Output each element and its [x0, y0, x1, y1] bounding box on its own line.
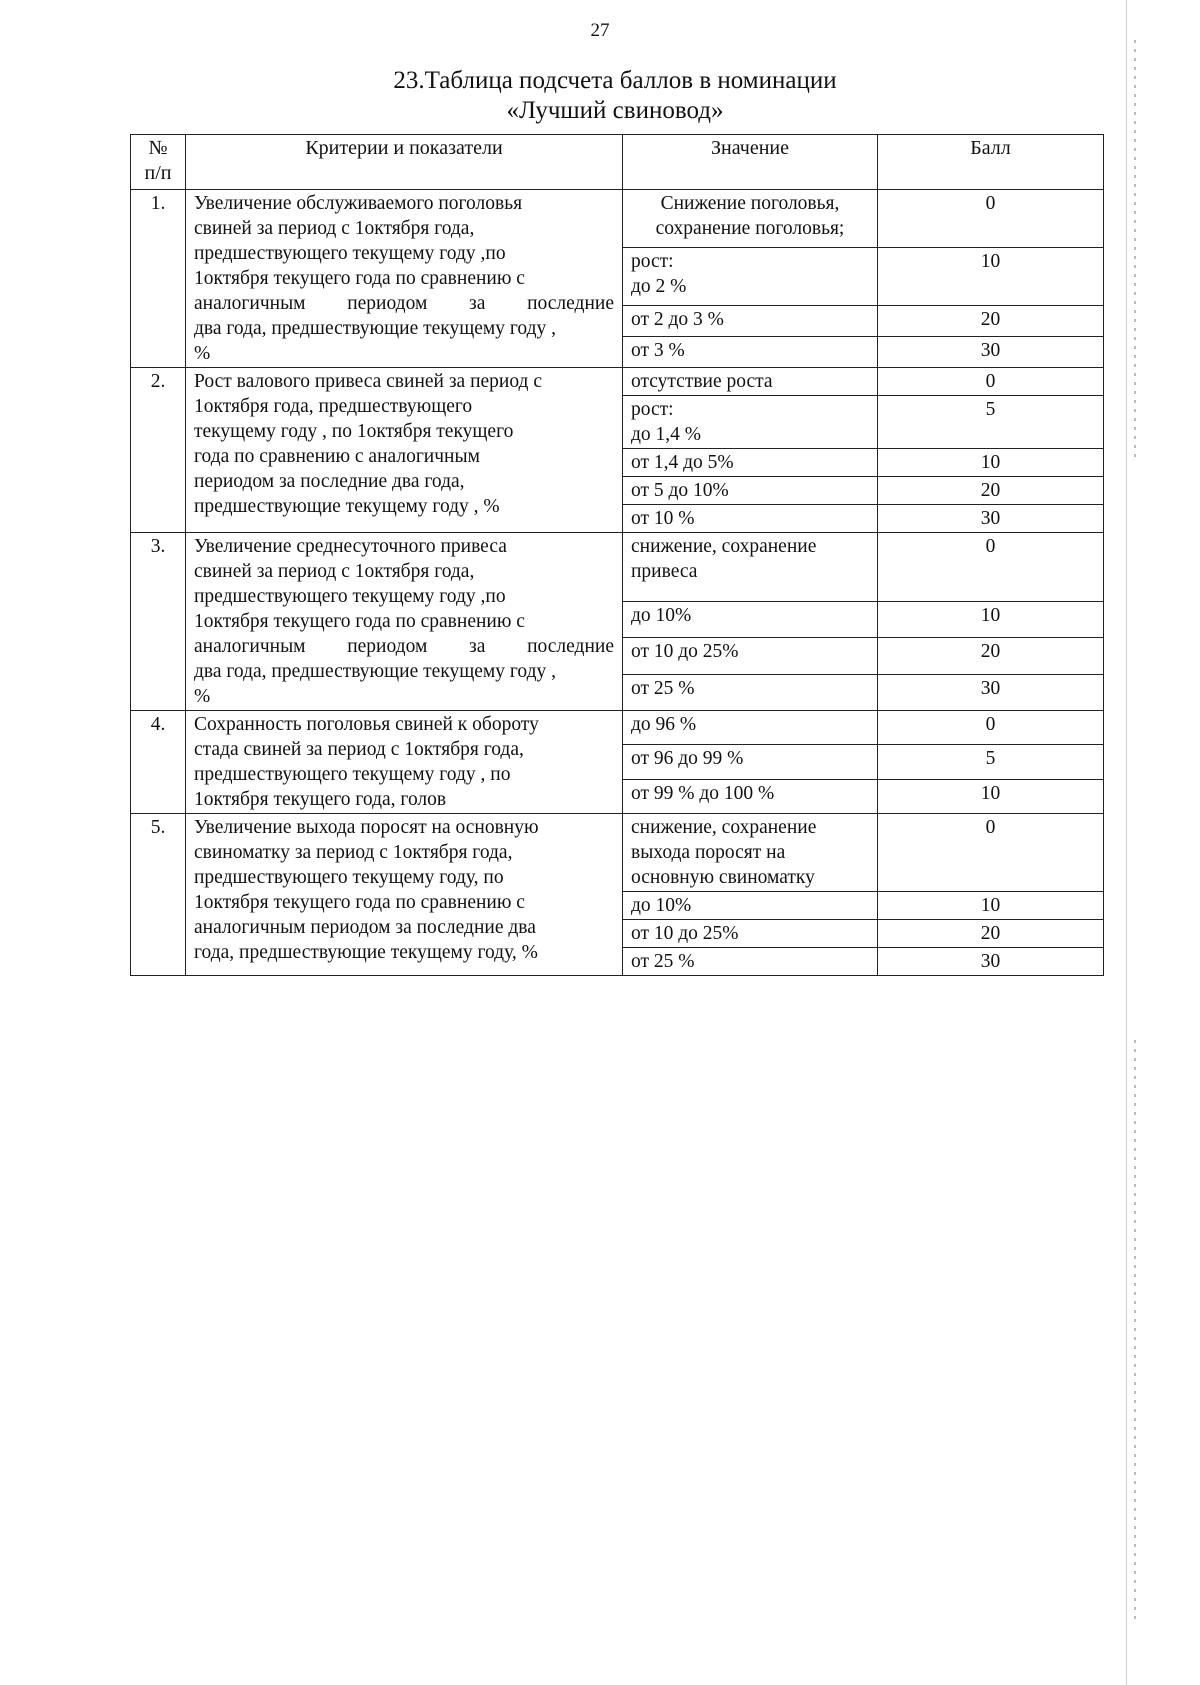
header-score: Балл — [878, 135, 1104, 190]
criteria-line: предшествующего текущему году, по — [194, 867, 504, 888]
value-line: от 10 до 25% — [631, 923, 739, 944]
value-cell — [623, 248, 878, 306]
value-cell — [623, 638, 878, 674]
value-line: от 2 до 3 % — [631, 309, 724, 331]
value-cell — [623, 337, 878, 368]
criteria-line: стада свиней за период с 1октября года, — [194, 739, 524, 760]
criteria-line: предшествующего текущему году , по — [194, 764, 511, 785]
value-cell — [623, 674, 878, 710]
score-cell: 10 — [878, 892, 1104, 920]
criteria-line: аналогичным периодом за последние — [194, 293, 614, 314]
criteria-line: Увеличение выхода поросят на основную — [194, 817, 539, 838]
criteria-cell — [186, 814, 623, 976]
row-number: 5. — [131, 814, 186, 976]
criteria-line: 1октября года, предшествующего — [194, 396, 473, 417]
scoring-table — [130, 134, 1104, 976]
criteria-line: два года, предшествующие текущему году , — [194, 318, 556, 339]
value-cell — [623, 396, 878, 449]
score-cell: 20 — [878, 638, 1104, 674]
table-row — [131, 533, 1104, 602]
criteria-line: свиней за период с 1октября года, — [194, 218, 475, 239]
score-cell: 30 — [878, 948, 1104, 976]
score-cell: 10 — [878, 601, 1104, 637]
value-cell — [623, 533, 878, 602]
row-number: 1. — [131, 190, 186, 368]
criteria-cell — [186, 533, 623, 711]
value-cell — [623, 601, 878, 637]
score-cell: 10 — [878, 779, 1104, 813]
criteria-line: года, предшествующие текущему году, % — [194, 942, 538, 963]
header-value: Значение — [623, 135, 878, 190]
value-cell — [623, 306, 878, 337]
score-cell: 20 — [878, 920, 1104, 948]
criteria-line: аналогичным периодом за последние — [194, 636, 614, 657]
table-title-line: 23.Таблица подсчета баллов в номинации — [393, 67, 837, 94]
value-line: от 25 % — [631, 951, 695, 972]
value-cell — [623, 505, 878, 533]
criteria-line: 1октября текущего года по сравнению с — [194, 268, 525, 289]
row-number: 4. — [131, 711, 186, 814]
value-line: до 1,4 % — [631, 424, 702, 445]
criteria-line: 1октября текущего года, голов — [194, 789, 447, 810]
criteria-line: предшествующие текущему году , % — [194, 496, 500, 517]
value-line: отсутствие роста — [631, 371, 773, 392]
score-cell: 5 — [878, 745, 1104, 779]
criteria-line: 1октября текущего года по сравнению с — [194, 611, 525, 632]
criteria-line: Увеличение среднесуточного привеса — [194, 536, 507, 557]
value-cell — [623, 814, 878, 892]
value-line: от 99 % до 100 % — [631, 782, 775, 804]
value-line: от 10 % — [631, 508, 695, 529]
criteria-line: Сохранность поголовья свиней к обороту — [194, 714, 539, 735]
value-cell — [623, 190, 878, 248]
value-line: рост: — [631, 399, 674, 420]
score-cell: 30 — [878, 505, 1104, 533]
value-line: привеса — [631, 561, 698, 582]
table-row — [131, 368, 1104, 396]
row-number: 2. — [131, 368, 186, 533]
value-line: от 3 % — [631, 340, 685, 362]
score-cell: 0 — [878, 190, 1104, 248]
header-number-line: п/п — [144, 162, 172, 184]
criteria-cell — [186, 711, 623, 814]
criteria-line: аналогичным периодом за последние два — [194, 917, 536, 938]
criteria-line: периодом за последние два года, — [194, 471, 465, 492]
value-line: снижение, сохранение — [631, 536, 817, 557]
criteria-line: % — [194, 343, 211, 364]
row-number: 3. — [131, 533, 186, 711]
value-line: Снижение поголовья, — [660, 193, 840, 214]
header-number-line: № — [148, 137, 168, 159]
criteria-line: 1октября текущего года по сравнению с — [194, 892, 525, 913]
scan-edge-line — [1126, 0, 1127, 1685]
score-cell: 5 — [878, 396, 1104, 449]
value-cell — [623, 477, 878, 505]
value-line: до 10% — [631, 604, 692, 626]
score-cell: 30 — [878, 337, 1104, 368]
value-cell — [623, 948, 878, 976]
score-cell: 20 — [878, 306, 1104, 337]
score-cell: 10 — [878, 248, 1104, 306]
score-cell: 0 — [878, 533, 1104, 602]
score-cell: 10 — [878, 449, 1104, 477]
criteria-line: % — [194, 686, 211, 707]
criteria-line: текущему году , по 1октября текущего — [194, 421, 514, 442]
criteria-line: свиней за период с 1октября года, — [194, 561, 475, 582]
value-cell — [623, 711, 878, 745]
value-line: от 10 до 25% — [631, 641, 739, 663]
criteria-line: свиноматку за период с 1октября года, — [194, 842, 513, 863]
value-cell — [623, 449, 878, 477]
value-line: основную свиноматку — [631, 867, 815, 888]
value-line: от 1,4 до 5% — [631, 452, 734, 473]
criteria-line: предшествующего текущему году ,по — [194, 586, 506, 607]
table-title-line: «Лучший свиновод» — [506, 97, 724, 124]
criteria-line: года по сравнению с аналогичным — [194, 446, 480, 467]
value-line: от 96 до 99 % — [631, 748, 744, 770]
header-row — [131, 135, 1104, 190]
value-line: от 25 % — [631, 677, 695, 699]
criteria-line: предшествующего текущему году ,по — [194, 243, 506, 264]
score-cell: 20 — [878, 477, 1104, 505]
header-criteria: Критерии и показатели — [186, 135, 623, 190]
page-number: 27 — [590, 20, 610, 41]
criteria-cell — [186, 368, 623, 533]
table-row — [131, 814, 1104, 892]
criteria-cell — [186, 190, 623, 368]
value-line: до 10% — [631, 895, 692, 916]
table-row — [131, 190, 1104, 248]
header-number — [131, 135, 186, 190]
value-line: сохранение поголовья; — [655, 218, 845, 239]
value-line: до 2 % — [631, 276, 687, 298]
table-row — [131, 711, 1104, 745]
criteria-line: Увеличение обслуживаемого поголовья — [194, 193, 523, 214]
value-cell — [623, 745, 878, 779]
value-cell — [623, 779, 878, 813]
value-line: рост: — [631, 251, 674, 273]
value-line: снижение, сохранение — [631, 817, 817, 838]
score-cell: 0 — [878, 711, 1104, 745]
criteria-line: Рост валового привеса свиней за период с — [194, 371, 542, 392]
value-cell — [623, 368, 878, 396]
score-cell: 30 — [878, 674, 1104, 710]
score-cell: 0 — [878, 368, 1104, 396]
score-cell: 0 — [878, 814, 1104, 892]
criteria-line: два года, предшествующие текущему году , — [194, 661, 556, 682]
value-line: до 96 % — [631, 714, 697, 735]
value-line: выхода поросят на — [631, 842, 786, 863]
value-cell — [623, 920, 878, 948]
value-line: от 5 до 10% — [631, 480, 729, 501]
value-cell — [623, 892, 878, 920]
table-title — [0, 66, 1200, 126]
scan-edge-dots — [1134, 1040, 1136, 1620]
